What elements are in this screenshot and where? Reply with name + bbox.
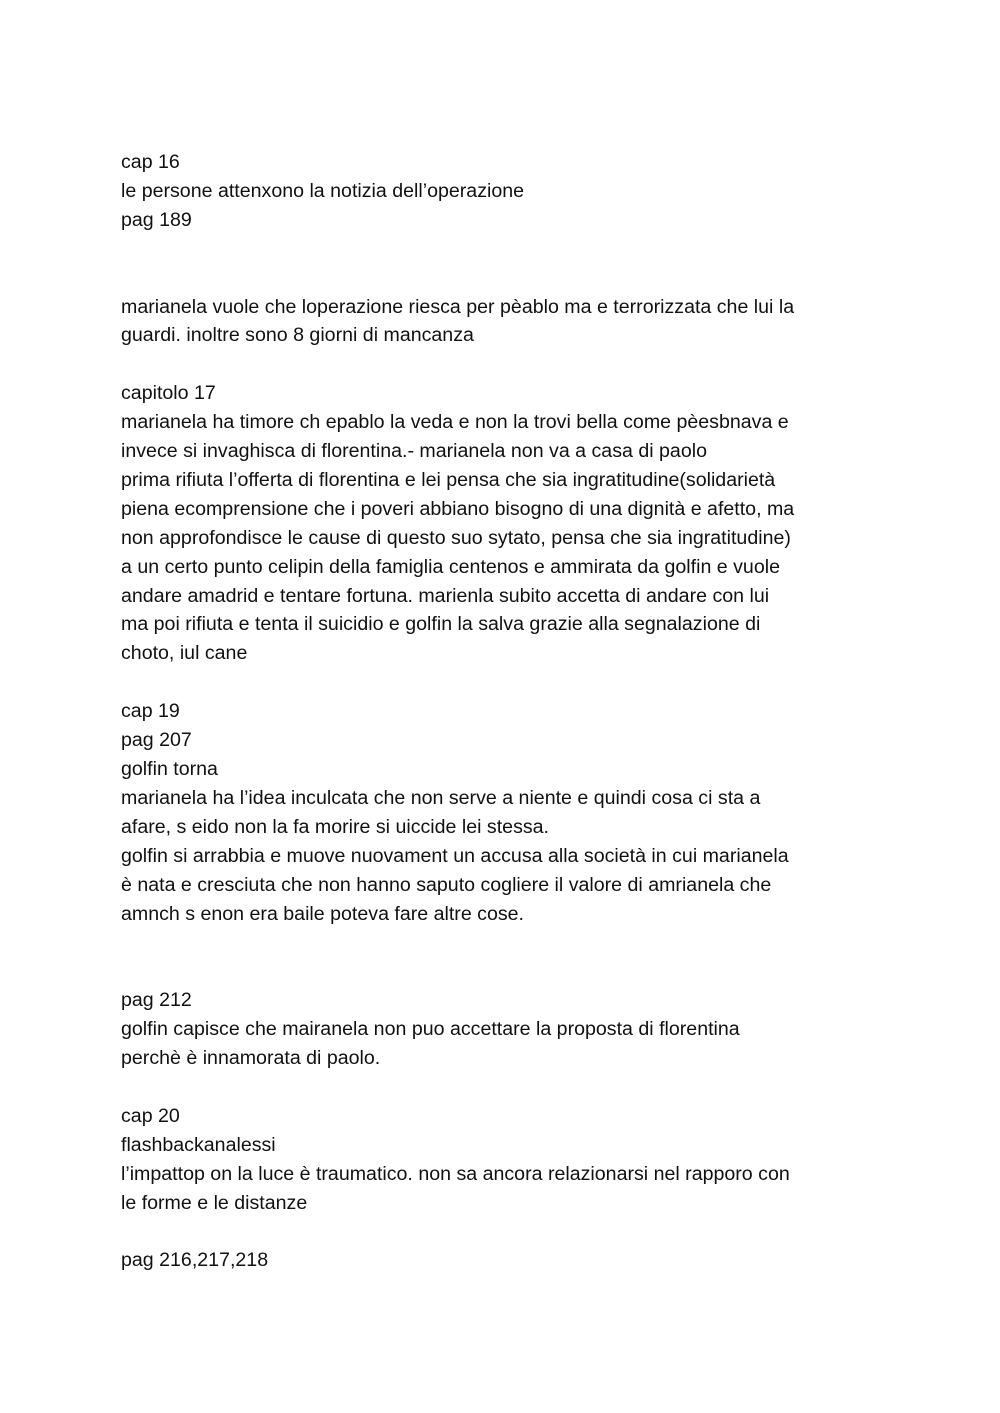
text-line: a un certo punto celipin della famiglia centenos e ammirata da golfin e vuole [121, 555, 780, 578]
blank-line [121, 1217, 901, 1246]
text-line: marianela vuole che loperazione riesca per pèablo ma e terrorizzata che lui la [121, 295, 795, 318]
text-line: cap 19 [121, 700, 180, 723]
text-line: marianela ha l’idea inculcata che non serve a niente e quindi cosa ci sta a [121, 786, 761, 809]
blank-line [121, 957, 901, 986]
text-line: andare amadrid e tentare fortuna. marienla subito accetta di andare con lui [121, 584, 770, 607]
text-line: golfin si arrabbia e muove nuovament un accusa alla società in cui marianela [121, 844, 789, 867]
text-line: le forme e le distanze [121, 1191, 308, 1214]
text-line: le persone attenxono la notizia dell’operazione [121, 179, 525, 202]
text-line: pag 189 [121, 208, 192, 231]
text-line: non approfondisce le cause di questo suo sytato, pensa che sia ingratitudine) [121, 526, 791, 549]
blank-line [121, 235, 901, 264]
text-line: pag 207 [121, 729, 192, 752]
text-line: marianela ha timore ch epablo la veda e non la trovi bella come pèesbnava e [121, 411, 789, 434]
paragraph [121, 148, 901, 235]
text-line: piena ecomprensione che i poveri abbiano bisogno di una dignità e afetto, ma [121, 497, 795, 520]
paragraph [121, 1246, 901, 1275]
blank-line [121, 668, 901, 697]
paragraph [121, 986, 901, 1073]
blank-line [121, 928, 901, 957]
text-line: pag 212 [121, 989, 192, 1012]
paragraph [121, 293, 901, 351]
text-line: capitolo 17 [121, 382, 216, 405]
text-line: pag 216,217,218 [121, 1249, 269, 1272]
text-line: golfin torna [121, 757, 218, 780]
text-line: golfin capisce che mairanela non puo accettare la proposta di florentina [121, 1018, 740, 1041]
text-line: perchè è innamorata di paolo. [121, 1047, 381, 1069]
text-line: guardi. inoltre sono 8 giorni di mancanza [121, 324, 474, 347]
document-body [121, 148, 901, 1275]
paragraph [121, 697, 901, 928]
text-line: cap 20 [121, 1104, 180, 1127]
text-line: amnch s enon era baile poteva fare altre cose. [121, 902, 525, 925]
text-line: invece si invaghisca di florentina.- marianela non va a casa di paolo [121, 440, 707, 463]
text-line: choto, iul cane [121, 642, 248, 665]
paragraph [121, 1102, 901, 1218]
blank-line [121, 264, 901, 293]
text-line: ma poi rifiuta e tenta il suicidio e golfin la salva grazie alla segnalazione di [121, 613, 761, 636]
text-line: flashbackanalessi [121, 1133, 276, 1156]
text-line: afare, s eido non la fa morire si uiccide lei stessa. [121, 815, 550, 838]
text-line: è nata e cresciuta che non hanno saputo cogliere il valore di amrianela che [121, 873, 772, 896]
text-line: prima rifiuta l’offerta di florentina e lei pensa che sia ingratitudine(solidarietà [121, 468, 776, 491]
text-line: cap 16 [121, 151, 180, 173]
text-line: l’impattop on la luce è traumatico. non sa ancora relazionarsi nel rapporo con [121, 1162, 790, 1185]
blank-line [121, 1073, 901, 1102]
blank-line [121, 350, 901, 379]
paragraph [121, 379, 901, 668]
